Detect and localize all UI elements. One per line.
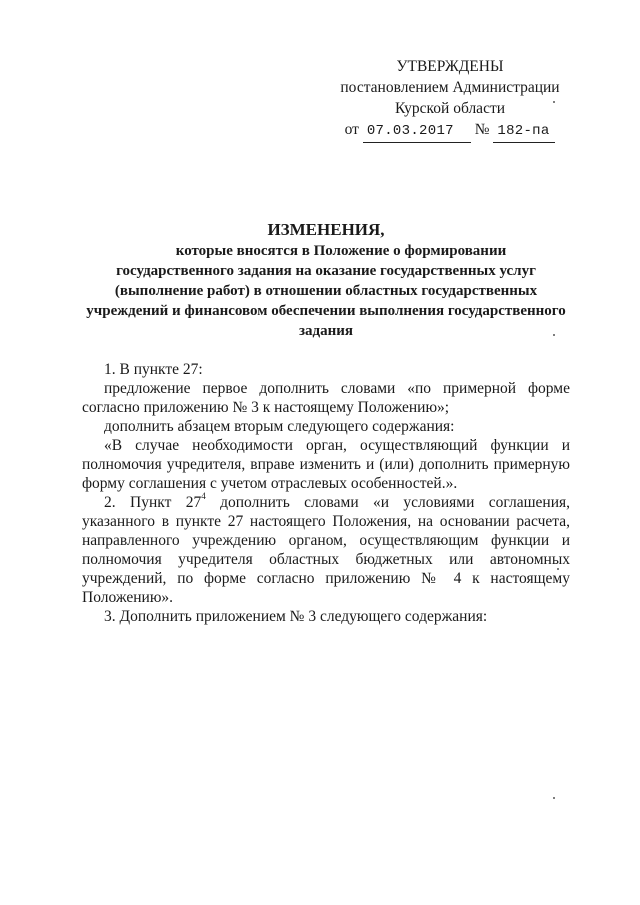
paragraph: дополнить абзацем вторым следующего содержания: (104, 418, 455, 435)
superscript: 4 (201, 490, 206, 501)
date-prefix: от (344, 121, 359, 138)
title-line: задания (298, 323, 354, 339)
title-line: государственного задания на оказание государственных услуг (116, 263, 536, 279)
paragraph (82, 490, 570, 607)
paragraph: предложение первое дополнить словами «по примерной форме согласно приложению № 3 к настоящему Положению»; (82, 380, 570, 416)
scan-speck (553, 797, 555, 799)
paragraph: «В случае необходимости орган, осуществляющий функции и полномочия учредителя, вправе изменить и (или) дополнить примерную форму соглашения с учетом отраслевых особенностей.». (82, 437, 570, 492)
title-heading: ИЗМЕНЕНИЯ, (267, 220, 385, 239)
paragraph-text: 2. Пункт 27 (104, 494, 202, 511)
paragraph: 1. В пункте 27: (104, 361, 203, 378)
approval-date: 07.03.2017 (363, 121, 471, 143)
document-body (82, 360, 570, 626)
paragraph: 3. Дополнить приложением № 3 следующего содержания: (104, 608, 488, 625)
approval-number: 182-па (493, 121, 555, 143)
approval-title: УТВЕРЖДЕНЫ (396, 58, 504, 75)
title-line: учреждений и финансовом обеспечении выполнения государственного (86, 303, 566, 319)
approval-region: Курской области (394, 100, 506, 117)
scan-speck (557, 568, 559, 570)
approval-date-row (330, 119, 570, 143)
scan-speck (553, 101, 555, 103)
title-line: которые вносятся в Положение о формировании (175, 243, 507, 259)
approval-authority: постановлением Администрации (340, 79, 560, 96)
document-title (72, 219, 580, 341)
number-prefix: № (474, 121, 490, 138)
approval-block (330, 56, 570, 143)
title-line: (выполнение работ) в отношении областных государственных (114, 283, 538, 299)
paragraph-text: дополнить словами «и условиями соглашения, указанного в пункте 27 настоящего Положения, на основании расчета, направленного учреждению органом, осуществляющим функции и полномочия учредителя областных бюджетных или автономных учреждений, по форме согласно приложению № 4 к настоящему Положению». (82, 494, 570, 606)
scan-speck (553, 334, 555, 336)
